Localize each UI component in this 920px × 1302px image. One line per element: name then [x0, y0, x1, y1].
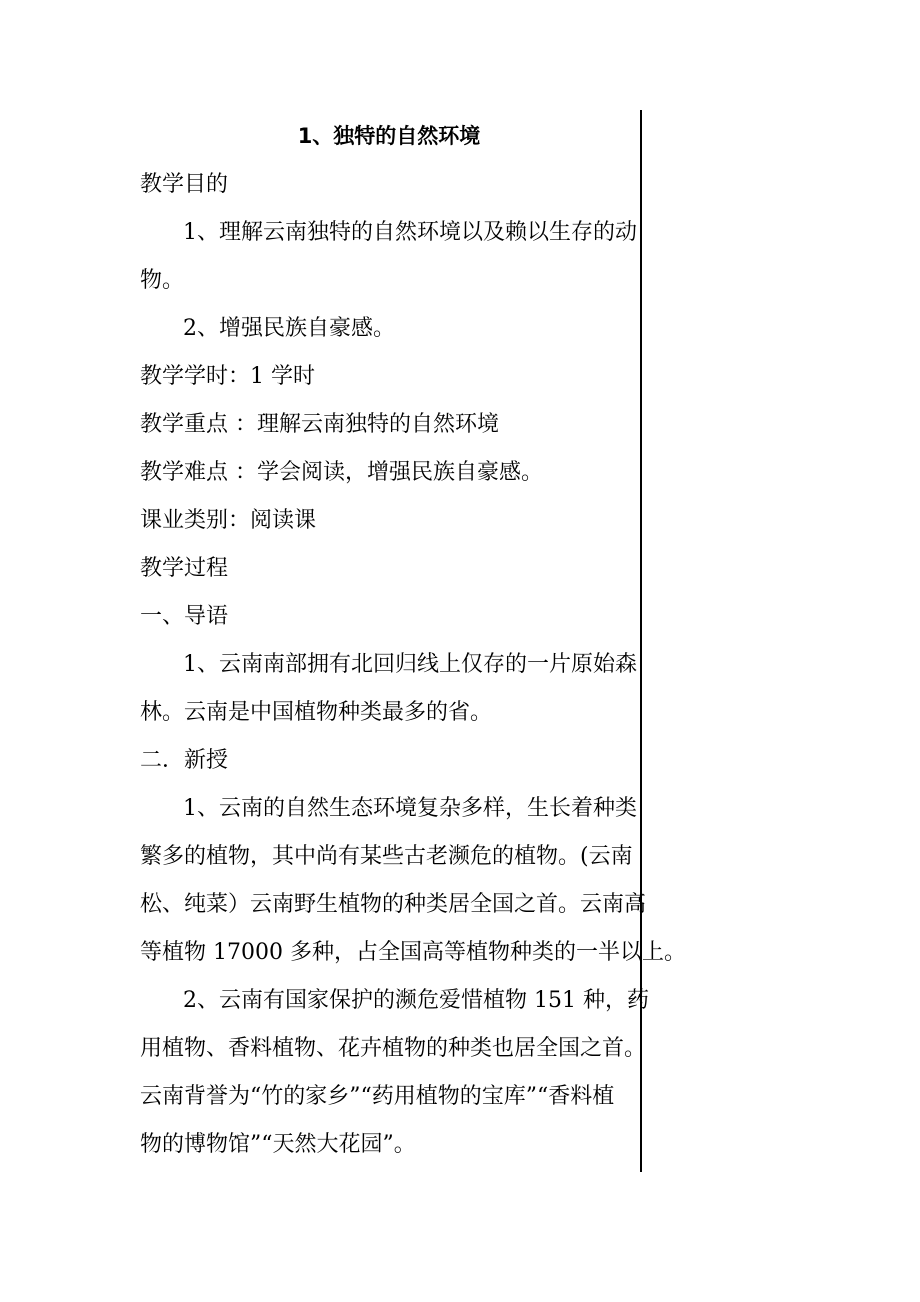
- new-lesson-para1-line-2: 繁多的植物，其中尚有某些古老濒危的植物。(云南: [140, 844, 633, 869]
- new-lesson-para1-line-1: 1、云南的自然生态环境复杂多样，生长着种类: [183, 796, 637, 821]
- goal-1-line-1: 1、理解云南独特的自然环境以及赖以生存的动: [183, 220, 637, 245]
- section-introduction: 一、导语: [140, 604, 229, 629]
- new-lesson-para2-line-4: 物的博物馆”“天然大花园”。: [140, 1132, 416, 1157]
- new-lesson-para2-line-1: 2、云南有国家保护的濒危爱惜植物 151 种，药: [183, 988, 649, 1013]
- teaching-difficulty: 教学难点 ：学会阅读，增强民族自豪感。: [140, 460, 543, 485]
- lesson-title: 1、独特的自然环境: [297, 124, 481, 148]
- teaching-hours: 教学学时：1 学时: [140, 364, 315, 389]
- teaching-focus: 教学重点 ：理解云南独特的自然环境: [140, 412, 499, 437]
- heading-teaching-process: 教学过程: [140, 556, 229, 581]
- new-lesson-para1-line-3: 松、纯菜）云南野生植物的种类居全国之首。云南高: [140, 892, 647, 917]
- goal-1-line-2: 物。: [140, 268, 185, 293]
- intro-paragraph-line-2: 林。云南是中国植物种类最多的省。: [140, 700, 493, 725]
- new-lesson-para2-line-2: 用植物、香料植物、花卉植物的种类也居全国之首。: [140, 1036, 647, 1061]
- lesson-type: 课业类别：阅读课: [140, 508, 317, 533]
- new-lesson-para2-line-3: 云南背誉为“竹的家乡”“药用植物的宝库”“香料植: [140, 1084, 615, 1109]
- goal-2: 2、增强民族自豪感。: [183, 316, 395, 341]
- heading-teaching-goals: 教学目的: [140, 172, 229, 197]
- intro-paragraph-line-1: 1、云南南部拥有北回归线上仅存的一片原始森: [183, 652, 637, 677]
- section-new-lesson: 二．新授: [140, 748, 229, 773]
- new-lesson-para1-line-4: 等植物 17000 多种，占全国高等植物种类的一半以上。: [140, 940, 686, 965]
